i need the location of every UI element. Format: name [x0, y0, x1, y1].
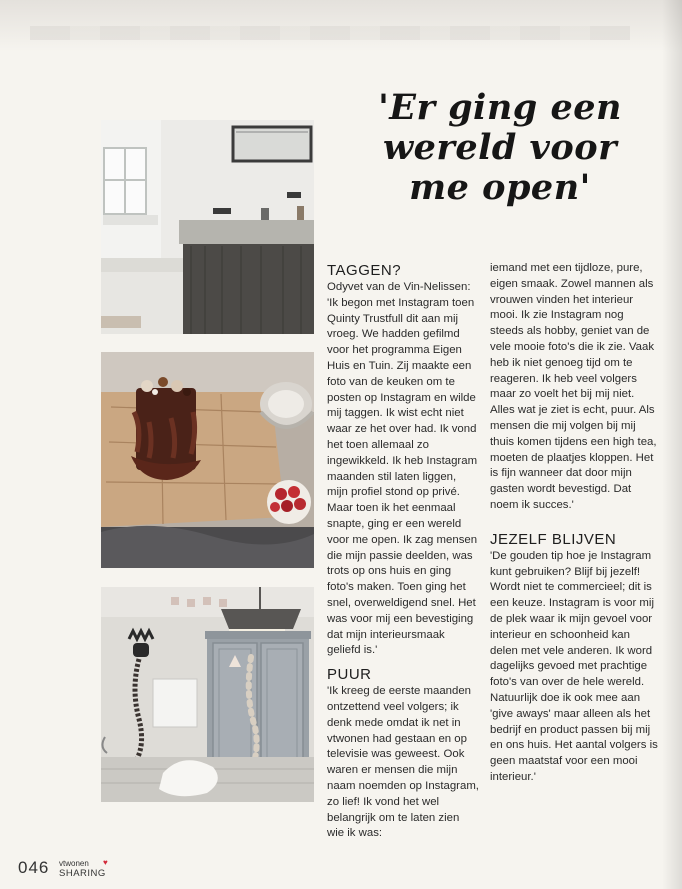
previous-page-bleed	[30, 26, 630, 40]
paragraph-puur: 'Ik kreeg de eerste maanden ontzettend veel volgers; ik denk mede omdat ik net in vtwonen had gestaan en op televisie was geweest. Ook waren er mensen die mijn naam noemden op Instagram, zo lief! Ik vond het wel belangrijk om te laten zien wie ik was:	[327, 685, 479, 840]
text-column-right	[490, 261, 660, 786]
page-edge-shadow	[662, 0, 682, 889]
room-illustration	[101, 587, 314, 802]
photo-bathroom	[101, 120, 314, 334]
heading-taggen: TAGGEN?	[327, 262, 402, 279]
cake-illustration	[101, 352, 314, 568]
paragraph-puur-continued: iemand met een tijdloze, pure, eigen smaak. Zowel mannen als vrouwen vinden het interieur mooi. Ik zie Instagram nog steeds als hobby, geniet van de vele mooie foto's die ik zie. Vaak heb ik niet genoeg tijd om te reageren. Ik heb veel volgers maar zo voelt het bij mij niet. Alles wat je ziet is echt, puur. Als mensen die mij volgen bij mij thuis komen tijdens een high tea, moeten de plaatjes kloppen. Het is fijn wanneer dat door mijn gasten wordt bevestigd. Dat noem ik succes.'	[490, 262, 657, 511]
paragraph-taggen: Odyvet van de Vin-Nelissen: 'Ik begon met Instagram toen Quinty Trustfull dit aan mij vroeg. We hadden gefilmd voor het programma Eigen Huis en Tuin. Zij maakte een foto van de keuken om te posten op Instagram en wilde mij taggen. Ik wist echt niet waar ze het over had. Ik vond het toen allemaal zo ingewikkeld. Ik heb Instagram maanden stil laten liggen, mijn profiel stond op privé. Maar toen ik het eenmaal snapte, ging er een wereld voor me open. Ik zag mensen die mijn passie deelden, was trots op ons huis en ging foto's maken. Toen ging het snel, overweldigend snel. Het was voor mij een bevestiging dat mijn interieursmaak geliefd is.'	[327, 281, 478, 657]
paragraph-jezelf-blijven: 'De gouden tip hoe je Instagram kunt gebruiken? Blijf bij jezelf! Wordt niet te commercieel; dit is een keuze. Instagram is voor mij de plek waar ik mijn gevoel voor interieur en schoonheid kan delen met vele anderen. Ik word dagelijks gevoed met prachtige foto's van over de hele wereld. Natuurlijk doe ik ook mee aan 'give aways' maar alleen als het bedrijf en product passen bij mij en ons huis. Het aantal volgers is geen maatstaf voor een mooi interieur.'	[490, 549, 658, 783]
heading-jezelf-blijven: JEZELF BLIJVEN	[490, 530, 617, 548]
photo-living-room	[101, 587, 314, 802]
heading-puur: PUUR	[327, 666, 372, 684]
pull-quote-line-1: 'Er ging een	[378, 87, 622, 128]
section-name: SHARING	[59, 868, 106, 879]
magazine-brand: vtwonen	[59, 859, 89, 868]
page-number: 046	[18, 858, 50, 877]
pull-quote	[345, 88, 655, 208]
bathroom-illustration	[101, 120, 314, 334]
pull-quote-line-2: wereld voor	[382, 127, 618, 168]
heart-icon: ♥	[103, 858, 108, 867]
text-column-left	[327, 261, 479, 842]
photo-chocolate-cake	[101, 352, 314, 568]
pull-quote-line-3: me open'	[409, 167, 591, 208]
